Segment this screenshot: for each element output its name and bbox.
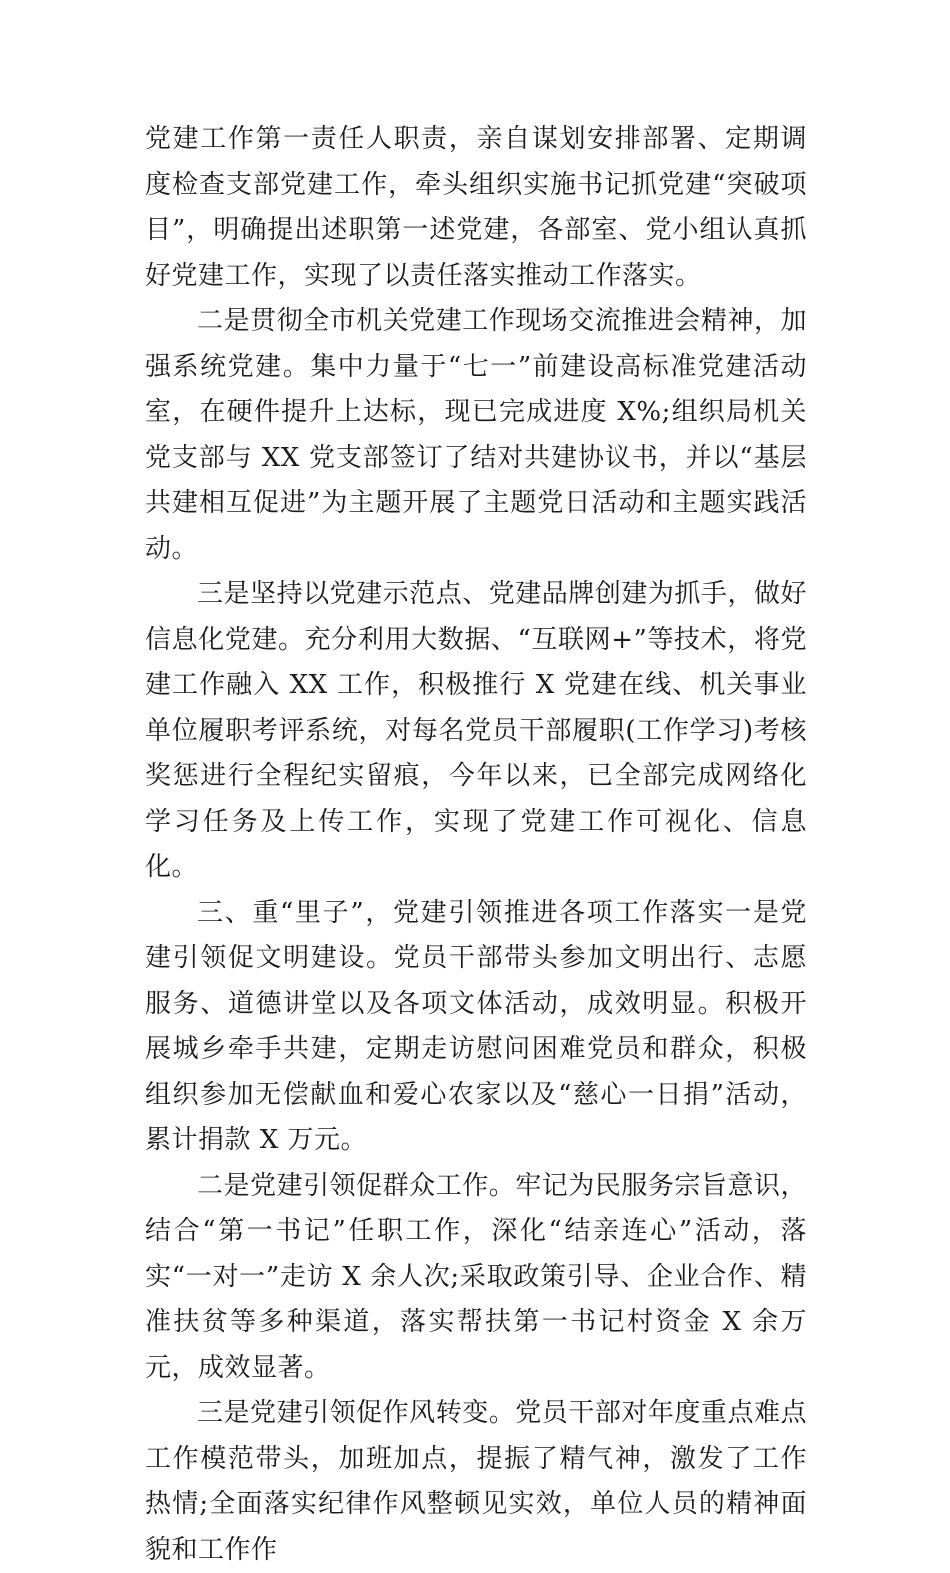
paragraph: 三是坚持以党建示范点、党建品牌创建为抓手，做好信息化党建。充分利用大数据、“互联网+”等技术，将党建工作融入 XX 工作，积极推行 X 党建在线、机关事业单位履职考评系统，对每名党员干部履职(工作学习)考核奖惩进行全程纪实留痕，今年以来，已全部完成网络化学习任务及上传工作，实现了党建工作可视化、信息化。 <box>145 579 807 882</box>
paragraph: 二是贯彻全市机关党建工作现场交流推进会精神，加强系统党建。集中力量于“七一”前建设高标准党建活动室，在硬件提升上达标，现已完成进度 X%;组织局机关党支部与 XX 党支部签订了结对共建协议书，并以“基层共建相互促进”为主题开展了主题党日活动和主题实践活动。 <box>145 306 807 564</box>
paragraph: 三、重“里子”，党建引领推进各项工作落实一是党建引领促文明建设。党员干部带头参加文明出行、志愿服务、道德讲堂以及各项文体活动，成效明显。积极开展城乡牵手共建，定期走访慰问困难党员和群众，积极组织参加无偿献血和爱心农家以及“慈心一日捐”活动，累计捐款 X 万元。 <box>145 897 807 1155</box>
paragraph: 三是党建引领促作风转变。党员干部对年度重点难点工作模范带头，加班加点，提振了精气神，激发了工作热情;全面落实纪律作风整顿见实效，单位人员的精神面貌和工作作 <box>145 1398 807 1565</box>
document-body <box>145 117 807 1573</box>
paragraph-continued: 党建工作第一责任人职责，亲自谋划安排部署、定期调度检查支部党建工作，牵头组织实施书记抓党建“突破项目”，明确提出述职第一述党建，各部室、党小组认真抓好党建工作，实现了以责任落实推动工作落实。 <box>145 124 807 291</box>
paragraph: 二是党建引领促群众工作。牢记为民服务宗旨意识，结合“第一书记”任职工作，深化“结亲连心”活动，落实“一对一”走访 X 余人次;采取政策引导、企业合作、精准扶贫等多种渠道，落实帮扶第一书记村资金 X 余万元，成效显著。 <box>145 1170 807 1383</box>
